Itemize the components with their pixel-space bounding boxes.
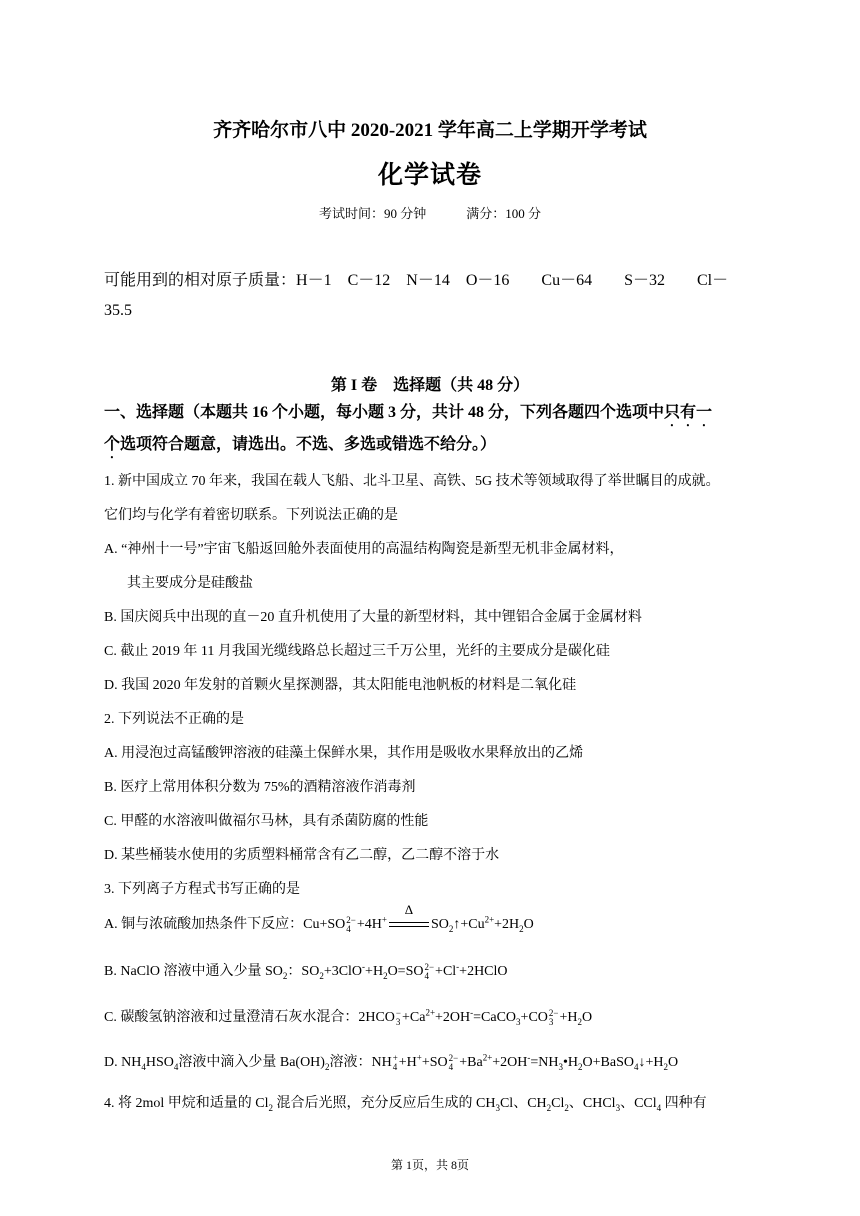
subscript: 2 bbox=[519, 923, 524, 934]
q2-option-c: C. 甲醛的水溶液叫做福尔马林，具有杀菌防腐的性能 bbox=[104, 814, 429, 829]
subscript: 3 bbox=[548, 1016, 554, 1027]
subscript: 2 bbox=[324, 1061, 330, 1072]
atomic-mass-s: S－32 bbox=[624, 272, 665, 289]
formula-text: O bbox=[668, 1055, 679, 1070]
formula-text: +3ClO bbox=[323, 964, 363, 979]
superscript: - bbox=[470, 1007, 474, 1018]
subscript: 3 bbox=[395, 1016, 401, 1027]
instruction-text: 选项符合题意，请选出。不选、多选或错选不给分。） bbox=[120, 436, 497, 453]
atomic-mass-n: N－14 bbox=[406, 272, 450, 289]
subscript: 2 bbox=[383, 970, 388, 981]
q1-stem-line2: 它们均与化学有着密切联系。下列说法正确的是 bbox=[104, 508, 398, 523]
formula-text: +2H bbox=[494, 917, 520, 932]
superscript: 2+ bbox=[425, 1007, 436, 1018]
q1-option-b: B. 国庆阅兵中出现的直－20 直升机使用了大量的新型材料，其中锂铝合金属于金属材料 bbox=[104, 610, 642, 625]
subscript: 2 bbox=[577, 1016, 582, 1027]
option-label: C. 碳酸氢钠溶液和过量澄清石灰水混合： bbox=[104, 1010, 359, 1025]
section-instruction-line1 bbox=[104, 399, 712, 430]
subscript: 4 bbox=[141, 1061, 146, 1072]
stem-text: 混合后光照，充分反应后生成的 CH bbox=[273, 1096, 496, 1111]
q1-option-c: C. 截止 2019 年 11 月我国光缆线路总长超过三千万公里，光纤的主要成分是碳化硅 bbox=[104, 644, 610, 659]
formula-text: +2OH bbox=[435, 1010, 471, 1025]
subscript: 3 bbox=[558, 1061, 564, 1072]
formula-text: •H bbox=[563, 1055, 579, 1070]
formula-text: =CaCO bbox=[473, 1010, 517, 1025]
section-title: 第 I 卷 选择题（共 48 分） bbox=[330, 377, 530, 394]
atomic-masses-line bbox=[104, 267, 728, 290]
stem-text: 、CHCl bbox=[568, 1096, 616, 1111]
q3-option-b bbox=[104, 960, 508, 981]
superscript: 2− bbox=[548, 1007, 559, 1018]
ion-charge bbox=[449, 1054, 459, 1072]
q2-option-d: D. 某些桶装水使用的劣质塑料桶常含有乙二醇，乙二醇不溶于水 bbox=[104, 848, 500, 863]
formula-text: +CO bbox=[520, 1010, 548, 1025]
subscript: 2 bbox=[564, 1102, 569, 1113]
option-label: B. NaClO 溶液中通入少量 SO bbox=[104, 964, 283, 979]
option-label: D. NH bbox=[104, 1055, 142, 1070]
atomic-mass-c: C－12 bbox=[347, 272, 391, 289]
q4-stem bbox=[104, 1092, 707, 1113]
superscript: 2− bbox=[448, 1052, 459, 1063]
subscript: 2 bbox=[546, 1102, 552, 1113]
atomic-mass-o: O－16 bbox=[465, 272, 510, 289]
atomic-mass-cl-value: 35.5 bbox=[104, 302, 132, 319]
q3-option-a bbox=[104, 901, 534, 934]
superscript: 2− bbox=[424, 961, 435, 972]
q1-option-a: A. “神州十一号”宇宙飞船返回舱外表面使用的高温结构陶瓷是新型无机非金属材料， bbox=[104, 542, 624, 557]
emphasis-text: 个 bbox=[104, 436, 121, 453]
ion-charge bbox=[393, 1054, 398, 1072]
formula-text: +H bbox=[398, 1055, 417, 1070]
formula-text: +Ca bbox=[401, 1010, 426, 1025]
superscript: − bbox=[395, 1007, 401, 1018]
q1-stem-line1: 1. 新中国成立 70 年来，我国在载人飞船、北斗卫星、高铁、5G 技术等领域取得了举世瞩目的成就。 bbox=[104, 474, 720, 489]
subscript: 3 bbox=[495, 1102, 500, 1113]
subscript: 2 bbox=[448, 923, 454, 934]
formula-text: 溶液：NH bbox=[329, 1055, 392, 1070]
full-score: 满分：100 分 bbox=[466, 206, 542, 221]
subscript: 4 bbox=[656, 1102, 662, 1113]
heat-equals-sign bbox=[389, 901, 429, 934]
exam-title: 齐齐哈尔市八中 2020-2021 学年高二上学期开学考试 bbox=[213, 120, 647, 141]
stem-text: 4. 将 2mol 甲烷和适量的 Cl bbox=[104, 1096, 269, 1111]
formula-text: O bbox=[581, 1010, 593, 1025]
q1-option-a-cont: 其主要成分是硅酸盐 bbox=[127, 576, 253, 591]
subscript: 4 bbox=[392, 1061, 398, 1072]
delta-symbol: Δ bbox=[404, 901, 414, 917]
formula-text: +Ba bbox=[459, 1055, 483, 1070]
atomic-mass-h: H－1 bbox=[296, 272, 332, 289]
q2-stem: 2. 下列说法不正确的是 bbox=[104, 712, 244, 727]
superscript: 2− bbox=[346, 914, 356, 925]
atomic-mass-cu: Cu－64 bbox=[541, 272, 593, 289]
atomic-masses-intro: 可能用到的相对原子质量： bbox=[104, 272, 297, 289]
formula-text: +4H bbox=[356, 917, 382, 932]
exam-time: 考试时间：90 分钟 bbox=[318, 206, 427, 221]
subscript: 4 bbox=[448, 1061, 454, 1072]
ion-charge bbox=[549, 1009, 559, 1027]
subscript: 4 bbox=[424, 970, 429, 981]
formula-text: +Cl bbox=[435, 964, 457, 979]
formula-text: +SO bbox=[421, 1055, 448, 1070]
subscript: 4 bbox=[634, 1061, 639, 1072]
q1-option-d: D. 我国 2020 年发射的首颗火星探测器，其太阳能电池帆板的材料是二氧化硅 bbox=[104, 678, 577, 693]
formula-text: ： bbox=[287, 964, 302, 979]
subscript: 4 bbox=[346, 923, 351, 934]
stem-text: Cl bbox=[551, 1096, 565, 1111]
ion-charge bbox=[424, 963, 434, 981]
stem-text: 、CCl bbox=[620, 1096, 657, 1111]
formula-text: ↑+Cu bbox=[453, 917, 485, 932]
formula-text: 溶液中滴入少量 Ba(OH) bbox=[178, 1055, 325, 1070]
stem-text: 四种有 bbox=[661, 1096, 707, 1111]
q2-option-b: B. 医疗上常用体积分数为 75%的酒精溶液作消毒剂 bbox=[104, 780, 416, 795]
page-footer: 第 1页，共 8页 bbox=[390, 1158, 469, 1172]
superscript: 2+ bbox=[482, 1052, 493, 1063]
formula-text: O=SO bbox=[387, 964, 424, 979]
formula-text: 2HCO bbox=[358, 1010, 395, 1025]
formula-text: SO bbox=[430, 917, 449, 932]
subscript: 2 bbox=[282, 970, 288, 981]
subject-title: 化学试卷 bbox=[377, 162, 482, 189]
emphasis-text: 只有一 bbox=[664, 404, 713, 421]
superscript: + bbox=[381, 914, 387, 925]
formula-text: +H bbox=[365, 964, 384, 979]
instruction-text: 一、选择题（本题共 16 个小题，每小题 3 分，共计 48 分，下列各题四个选项中 bbox=[104, 404, 665, 421]
option-label: A. 铜与浓硫酸加热条件下反应： bbox=[104, 917, 304, 932]
subscript: 4 bbox=[173, 1061, 179, 1072]
superscript: + bbox=[392, 1052, 398, 1063]
q3-stem: 3. 下列离子方程式书写正确的是 bbox=[104, 882, 300, 897]
subscript: 2 bbox=[578, 1061, 583, 1072]
formula-text: SO bbox=[301, 964, 320, 979]
formula-text: O bbox=[523, 917, 534, 932]
superscript: + bbox=[416, 1052, 422, 1063]
q3-option-d bbox=[104, 1051, 678, 1072]
superscript: - bbox=[362, 961, 366, 972]
formula-text: +H bbox=[559, 1010, 578, 1025]
ion-charge bbox=[346, 916, 356, 934]
exam-info bbox=[0, 203, 860, 222]
subscript: 2 bbox=[319, 970, 324, 981]
atomic-mass-cl: Cl－ bbox=[696, 272, 729, 289]
formula-text: Cu+SO bbox=[303, 917, 346, 932]
subscript: 3 bbox=[516, 1016, 521, 1027]
formula-text: +2OH bbox=[492, 1055, 528, 1070]
formula-text: ↓+H bbox=[638, 1055, 664, 1070]
stem-text: Cl、CH bbox=[499, 1096, 547, 1111]
superscript: - bbox=[456, 961, 460, 972]
subscript: 2 bbox=[268, 1102, 274, 1113]
formula-text: HSO bbox=[145, 1055, 174, 1070]
superscript: - bbox=[527, 1052, 531, 1063]
section-instruction-line2 bbox=[104, 431, 496, 462]
formula-text: O+BaSO bbox=[582, 1055, 635, 1070]
formula-text: =NH bbox=[530, 1055, 559, 1070]
q2-option-a: A. 用浸泡过高锰酸钾溶液的硅藻土保鲜水果，其作用是吸收水果释放出的乙烯 bbox=[104, 746, 584, 761]
superscript: 2+ bbox=[484, 914, 495, 925]
subscript: 2 bbox=[663, 1061, 669, 1072]
subscript: 3 bbox=[615, 1102, 621, 1113]
q3-option-c bbox=[104, 1006, 592, 1027]
formula-text: +2HClO bbox=[459, 964, 508, 979]
ion-charge bbox=[396, 1009, 401, 1027]
